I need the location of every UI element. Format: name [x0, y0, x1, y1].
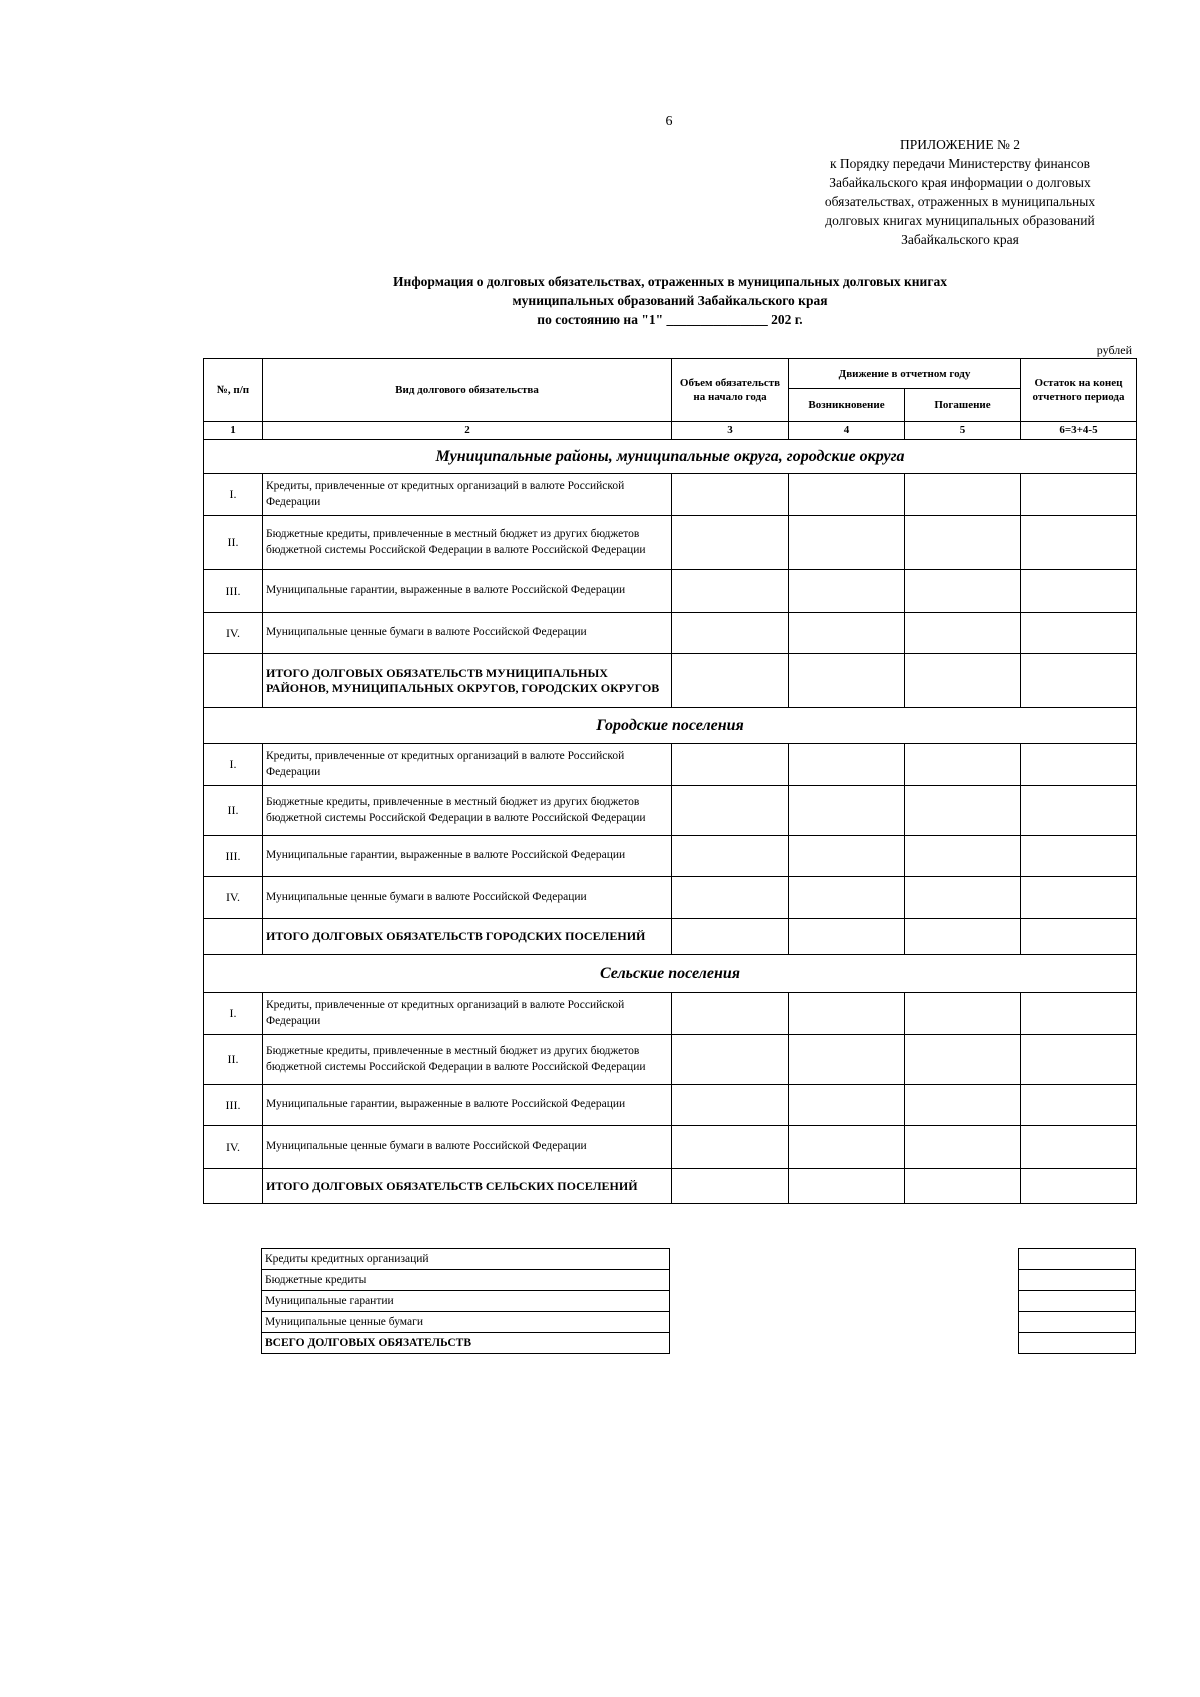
row-number: IV. — [204, 877, 263, 919]
value-cell[interactable] — [905, 613, 1021, 654]
summary-total-label: ВСЕГО ДОЛГОВЫХ ОБЯЗАТЕЛЬСТВ — [262, 1333, 670, 1354]
appendix-line: обязательствах, отраженных в муниципальных — [824, 194, 1096, 209]
value-cell[interactable] — [1021, 919, 1137, 955]
row-number: III. — [204, 836, 263, 877]
row-description: Кредиты, привлеченные от кредитных организаций в валюте Российской Федерации — [263, 744, 672, 786]
value-cell[interactable] — [672, 993, 789, 1035]
header-end: Остаток на конец отчетного периода — [1021, 359, 1137, 422]
value-cell[interactable] — [1021, 1035, 1137, 1085]
value-cell[interactable] — [789, 474, 905, 516]
section-total-label: ИТОГО ДОЛГОВЫХ ОБЯЗАТЕЛЬСТВ ГОРОДСКИХ ПОСЕЛЕНИЙ — [263, 919, 672, 955]
row-number: II. — [204, 516, 263, 570]
value-cell[interactable] — [905, 1085, 1021, 1126]
value-cell[interactable] — [789, 836, 905, 877]
value-cell[interactable] — [672, 1035, 789, 1085]
value-cell[interactable] — [672, 1169, 789, 1204]
value-cell[interactable] — [672, 516, 789, 570]
value-cell[interactable] — [905, 474, 1021, 516]
summary-label: Муниципальные ценные бумаги — [262, 1312, 670, 1333]
section-title: Городские поселения — [204, 708, 1137, 744]
value-cell[interactable] — [789, 1126, 905, 1169]
value-cell[interactable] — [672, 654, 789, 708]
section-total-label: ИТОГО ДОЛГОВЫХ ОБЯЗАТЕЛЬСТВ СЕЛЬСКИХ ПОСЕЛЕНИЙ — [263, 1169, 672, 1204]
value-cell[interactable] — [905, 836, 1021, 877]
summary-value-cell[interactable] — [1019, 1249, 1136, 1270]
row-description: Муниципальные гарантии, выраженные в валюте Российской Федерации — [263, 570, 672, 613]
row-number: I. — [204, 474, 263, 516]
debt-table — [203, 358, 1137, 1204]
value-cell[interactable] — [789, 1035, 905, 1085]
row-number: III. — [204, 570, 263, 613]
col-number: 3 — [672, 422, 789, 440]
value-cell[interactable] — [1021, 1126, 1137, 1169]
section-title: Сельские поселения — [204, 955, 1137, 993]
value-cell[interactable] — [1021, 613, 1137, 654]
value-cell[interactable] — [789, 613, 905, 654]
value-cell[interactable] — [905, 919, 1021, 955]
col-number: 6=3+4-5 — [1021, 422, 1137, 440]
row-description: Муниципальные ценные бумаги в валюте Российской Федерации — [263, 877, 672, 919]
value-cell[interactable] — [789, 1169, 905, 1204]
value-cell[interactable] — [672, 744, 789, 786]
value-cell[interactable] — [1021, 570, 1137, 613]
value-cell[interactable] — [905, 877, 1021, 919]
summary-values-table — [1018, 1248, 1136, 1354]
value-cell[interactable] — [1021, 786, 1137, 836]
value-cell[interactable] — [789, 744, 905, 786]
appendix-line: долговых книгах муниципальных образований — [825, 213, 1095, 228]
row-description: Муниципальные гарантии, выраженные в валюте Российской Федерации — [263, 836, 672, 877]
value-cell[interactable] — [672, 570, 789, 613]
row-number: II. — [204, 1035, 263, 1085]
title-line: муниципальных образований Забайкальского края — [512, 293, 828, 308]
value-cell[interactable] — [905, 993, 1021, 1035]
title-line: Информация о долговых обязательствах, отраженных в муниципальных долговых книгах — [393, 274, 947, 289]
header-num: №, п/п — [204, 359, 263, 422]
header-movement: Движение в отчетном году — [789, 359, 1021, 389]
row-description: Бюджетные кредиты, привлеченные в местный бюджет из других бюджетов бюджетной системы Российской Федерации в валюте Российской Федерации — [263, 786, 672, 836]
section-title: Муниципальные районы, муниципальные округа, городские округа — [204, 440, 1137, 474]
appendix-line: ПРИЛОЖЕНИЕ № 2 — [899, 137, 1021, 152]
summary-value-cell[interactable] — [1019, 1333, 1136, 1354]
appendix-line: Забайкальского края информации о долговых — [829, 175, 1091, 190]
value-cell[interactable] — [672, 919, 789, 955]
value-cell[interactable] — [905, 786, 1021, 836]
value-cell[interactable] — [672, 836, 789, 877]
unit-label: рублей — [1096, 343, 1132, 357]
col-number: 4 — [789, 422, 905, 440]
value-cell[interactable] — [789, 654, 905, 708]
value-cell[interactable] — [789, 993, 905, 1035]
appendix-header — [795, 135, 1125, 249]
summary-label: Кредиты кредитных организаций — [262, 1249, 670, 1270]
row-description: Бюджетные кредиты, привлеченные в местный бюджет из других бюджетов бюджетной системы Российской Федерации в валюте Российской Федерации — [263, 516, 672, 570]
row-number: IV. — [204, 613, 263, 654]
value-cell[interactable] — [905, 654, 1021, 708]
row-description: Кредиты, привлеченные от кредитных организаций в валюте Российской Федерации — [263, 474, 672, 516]
row-number: I. — [204, 744, 263, 786]
value-cell[interactable] — [789, 516, 905, 570]
row-number: I. — [204, 993, 263, 1035]
summary-value-cell[interactable] — [1019, 1312, 1136, 1333]
row-number: III. — [204, 1085, 263, 1126]
value-cell[interactable] — [672, 474, 789, 516]
row-number: II. — [204, 786, 263, 836]
value-cell[interactable] — [672, 877, 789, 919]
summary-table — [261, 1248, 670, 1354]
value-cell[interactable] — [1021, 877, 1137, 919]
header-type: Вид долгового обязательства — [263, 359, 672, 422]
value-cell[interactable] — [672, 613, 789, 654]
row-description: Муниципальные ценные бумаги в валюте Российской Федерации — [263, 613, 672, 654]
value-cell[interactable] — [1021, 1169, 1137, 1204]
section-total-label: ИТОГО ДОЛГОВЫХ ОБЯЗАТЕЛЬСТВ МУНИЦИПАЛЬНЫХ РАЙОНОВ, МУНИЦИПАЛЬНЫХ ОКРУГОВ, ГОРОДСКИХ ОКРУГОВ — [263, 654, 672, 708]
document-title — [200, 272, 1140, 329]
col-number: 1 — [204, 422, 263, 440]
value-cell[interactable] — [905, 516, 1021, 570]
value-cell[interactable] — [672, 786, 789, 836]
page-number: 6 — [665, 114, 673, 129]
value-cell[interactable] — [905, 1169, 1021, 1204]
header-arise: Возникновение — [789, 389, 905, 422]
value-cell[interactable] — [1021, 516, 1137, 570]
value-cell[interactable] — [789, 786, 905, 836]
row-description: Кредиты, привлеченные от кредитных организаций в валюте Российской Федерации — [263, 993, 672, 1035]
summary-label: Муниципальные гарантии — [262, 1291, 670, 1312]
value-cell[interactable] — [789, 570, 905, 613]
col-number: 5 — [905, 422, 1021, 440]
row-number: IV. — [204, 1126, 263, 1169]
header-repay: Погашение — [905, 389, 1021, 422]
value-cell[interactable] — [1021, 993, 1137, 1035]
value-cell[interactable] — [789, 1085, 905, 1126]
value-cell[interactable] — [1021, 474, 1137, 516]
appendix-line: Забайкальского края — [901, 232, 1019, 247]
value-cell[interactable] — [672, 1085, 789, 1126]
col-number: 2 — [263, 422, 672, 440]
row-description: Муниципальные гарантии, выраженные в валюте Российской Федерации — [263, 1085, 672, 1126]
value-cell[interactable] — [789, 919, 905, 955]
value-cell[interactable] — [1021, 836, 1137, 877]
summary-value-cell[interactable] — [1019, 1270, 1136, 1291]
value-cell[interactable] — [905, 570, 1021, 613]
value-cell[interactable] — [672, 1126, 789, 1169]
summary-label: Бюджетные кредиты — [262, 1270, 670, 1291]
value-cell[interactable] — [905, 1035, 1021, 1085]
row-number — [204, 1169, 263, 1204]
row-description: Муниципальные ценные бумаги в валюте Российской Федерации — [263, 1126, 672, 1169]
row-number — [204, 919, 263, 955]
value-cell[interactable] — [1021, 654, 1137, 708]
value-cell[interactable] — [1021, 744, 1137, 786]
value-cell[interactable] — [905, 1126, 1021, 1169]
appendix-line: к Порядку передачи Министерству финансов — [829, 156, 1090, 171]
row-description: Бюджетные кредиты, привлеченные в местный бюджет из других бюджетов бюджетной системы Российской Федерации в валюте Российской Федерации — [263, 1035, 672, 1085]
value-cell[interactable] — [1021, 1085, 1137, 1126]
summary-value-cell[interactable] — [1019, 1291, 1136, 1312]
title-line: по состоянию на "1" _______________ 202 г. — [537, 312, 803, 327]
value-cell[interactable] — [905, 744, 1021, 786]
header-start: Объем обязательств на начало года — [672, 359, 789, 422]
value-cell[interactable] — [789, 877, 905, 919]
row-number — [204, 654, 263, 708]
